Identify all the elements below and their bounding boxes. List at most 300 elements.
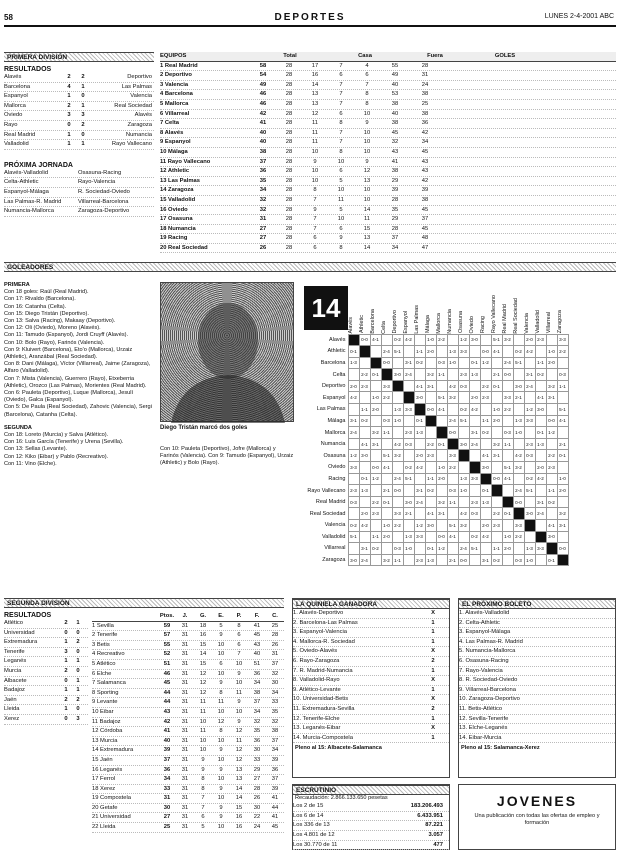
matrix-score-cell: 2-2 [447,462,458,474]
matrix-score-cell: 3-1 [535,496,546,508]
matrix-score-cell: 2-4 [469,438,480,450]
segunda-row-cell: 7 Salamanca [92,680,126,687]
standings-row-cell: 35 [391,206,399,213]
standings-row-cell: 9 [365,120,369,127]
segunda-row-cell: 31 [181,814,189,821]
matrix-score-cell [392,531,403,543]
standings-row-cell: 11 [311,120,319,127]
matrix-score-cell: 2-0 [425,346,436,358]
matrix-col-team: Real Sociedad [513,297,519,334]
matrix-score-cell [414,369,425,381]
matrix-row-team: Valencia [324,522,346,529]
matrix-score-cell: 2-2 [436,334,447,346]
segunda-row-cell: 44 [163,689,171,696]
segunda-result-row [4,667,88,677]
result-row-cell: 3 [67,112,71,119]
matrix-row-team: Athletic [327,348,346,355]
matrix-score-cell [392,462,403,474]
matrix-score-cell: 0-3 [403,438,414,450]
segunda-row-cell: 40 [163,737,171,744]
result-row-cell: Barcelona [4,83,31,90]
standings-row-cell: 11 [311,129,319,136]
matrix-score-cell: 1-0 [403,543,414,555]
matrix-score-cell: 2-2 [392,520,403,532]
matrix-score-cell: 3-3 [392,508,403,520]
segunda-row-cell: 26 [271,641,279,648]
standings-row-cell: 7 [313,196,317,203]
segunda-row-cell: 9 [219,804,223,811]
segunda-row-cell: 10 [235,708,243,715]
quiniela-row-cell: 13. Leganés-Eibar [293,725,341,732]
fixture-row-cell: Osasuna-Racing [78,169,122,176]
matrix-score-cell: 1-2 [524,404,535,416]
quiniela-row [293,657,449,667]
segunda-result-row-cell: Albacete [4,677,27,684]
standings-row-cell: 40 [259,129,267,136]
standings-row-cell: 16 [311,72,319,79]
standings-row-cell: 13 [363,235,371,242]
next-ticket-row [459,609,615,619]
matrix-score-cell: 0-0 [458,554,469,566]
quiniela-row-cell: 11. Extremadura-Sevilla [293,705,355,712]
quiniela-row [293,609,449,619]
matrix-score-cell: 1-2 [348,450,359,462]
matrix-score-cell [403,346,414,358]
result-row-cell: Oviedo [4,112,23,119]
matrix-self-cell [392,380,403,392]
matrix-score-cell: 2-0 [436,473,447,485]
segunda-header-cell: Ptos. [159,613,175,619]
segunda-result-row-cell: Extremadura [4,639,38,646]
fixture-row-cell: Las Palmas-R. Madrid [4,198,62,205]
matrix-score-cell: 0-2 [425,485,436,497]
segunda-row [92,756,284,766]
matrix-score-cell [502,554,513,566]
segunda-row-cell: 41 [163,728,171,735]
matrix-score-cell: 5-1 [447,520,458,532]
matrix-score-cell: 1-1 [392,554,403,566]
scorer-line: Con 13: Salva (Racing), Makaay (Deportivo). [4,318,116,325]
segunda-row-cell: 9 [219,814,223,821]
matrix-self-cell [436,427,447,439]
segunda-row-cell: 33 [253,756,261,763]
next-ticket-row-cell: 13. Elche-Leganés [459,725,508,732]
scorer-line: Con 7: Mista (Valencia), Guerrero (Rayo), Etxeberria (Athletic), Orozco (Las Palmas), Morientes (Real Madrid). [4,375,147,389]
segunda-header-cell [92,612,158,621]
matrix-score-cell: 3-0 [414,392,425,404]
matrix-score-cell [480,404,491,416]
header-rule [4,25,616,27]
matrix-score-cell: 1-2 [480,357,491,369]
matrix-row-team: Racing [328,475,346,482]
fixture-row-cell: Zaragoza-Deportivo [78,208,130,215]
matrix-score-cell [502,415,513,427]
matrix-score-cell: 0-3 [469,508,480,520]
standings-row-cell: 45 [391,129,399,136]
standings-row-cell: 7 Celta [160,120,180,127]
segunda-row-cell: 38 [253,689,261,696]
segunda-row-cell: 14 [199,651,207,658]
matrix-score-cell: 4-2 [403,334,414,346]
matrix-score-cell [535,380,546,392]
scorer-line: Con 16: Catanha (Celta). [4,303,67,310]
matrix-score-cell [370,415,381,427]
matrix-score-cell: 1-1 [436,369,447,381]
standings-rows [160,62,616,254]
result-row-cell: Real Madrid [4,131,36,138]
matrix-score-cell [392,427,403,439]
matrix-score-cell: 2-0 [557,485,568,497]
matrix-score-cell: 4-2 [414,462,425,474]
result-row-cell: 1 [67,131,71,138]
matrix-score-cell: 2-2 [546,450,557,462]
standings-row-cell: 13 [311,91,319,98]
matrix-score-cell [480,334,491,346]
segunda-row-cell: 31 [181,718,189,725]
matrix-score-cell [447,508,458,520]
next-ticket-row-cell: 10. Zaragoza-Deportivo [459,696,520,703]
segunda-row-cell: 43 [163,708,171,715]
standings-row-cell: 6 [339,225,343,232]
standings-row [160,110,616,120]
matrix-score-cell: 3-3 [458,346,469,358]
segunda-header-cell: E. [218,613,224,619]
matrix-score-cell [546,334,557,346]
segunda-row-cell: 40 [253,651,261,658]
matrix-score-cell: 4-2 [359,520,370,532]
segunda-row-cell: 6 [219,660,223,667]
segunda-header-cell: F. [254,613,260,619]
segunda-results-title: RESULTADOS [4,612,52,619]
segunda-result-row-cell: Jaén [4,696,17,703]
scorer-line: Con 5: De Paula (Real Sociedad), Zahovic (Valencia), Sergi (Barcelona), Catanha (Celta). [4,404,152,418]
segunda-result-row-cell: 1 [76,677,80,684]
segunda-row-cell: 31 [181,804,189,811]
matrix-score-cell: 0-2 [370,543,381,555]
standings-row-cell: 12 [311,110,319,117]
quiniela-row-cell: 12. Tenerife-Elche [293,715,340,722]
segunda-row-cell: 31 [181,737,189,744]
standings-row-cell: 2 Deportivo [160,72,192,79]
segunda-row [92,650,284,660]
matrix-score-cell: 1-3 [403,531,414,543]
matrix-score-cell [381,543,392,555]
segunda-row-cell: 11 [217,699,225,706]
segunda-row-cell: 15 [199,660,207,667]
segunda-row-cell: 11 [235,689,243,696]
matrix-score-cell: 0-1 [480,485,491,497]
segunda-result-row [4,657,88,667]
result-row-cell: 2 [67,74,71,80]
standings-row-cell: 6 [339,110,343,117]
matrix-score-cell: 1-0 [447,357,458,369]
segunda-row-cell: 13 [235,766,243,773]
result-row-cell: Alavés [134,112,152,119]
segunda-row-cell: 31 [181,699,189,706]
standings-row-cell: 35 [259,177,267,184]
segunda-row-cell: 30 [271,680,279,687]
standings-row-cell: 38 [391,168,399,175]
standings-row-cell: 10 [363,148,371,155]
segunda-row-cell: 6 [201,814,205,821]
fixture-row [4,169,154,179]
matrix-score-cell [535,415,546,427]
standings-row-cell: 38 [421,110,429,117]
standings-row-cell: 11 Rayo Vallecano [160,158,211,165]
segunda-row [92,775,284,785]
matrix-score-cell: 4-1 [502,473,513,485]
matrix-score-cell: 3-0 [480,462,491,474]
matrix-col-team: Deportivo [392,309,398,334]
matrix-score-cell: 0-0 [447,427,458,439]
next-ticket-row-cell: 6. Osasuna-Racing [459,657,509,664]
standings-row [160,100,616,110]
fixture-row [4,198,154,208]
segunda-result-row-cell: 2 [76,639,80,646]
quiniela-row [293,695,449,705]
segunda-result-row-cell: 0 [64,629,68,636]
matrix-col-team: Barcelona [370,308,376,334]
segunda-result-row-cell: Badajoz [4,687,25,694]
prize-row [293,802,449,812]
segunda-row-cell: 8 [219,689,223,696]
matrix-score-cell: 4-2 [480,531,491,543]
standings-row [160,206,616,216]
standings-row [160,177,616,187]
standings-row-cell: 15 Valladolid [160,196,196,203]
matrix-score-cell [535,346,546,358]
matrix-row-team: Las Palmas [316,406,346,413]
segunda-row-cell: 9 [219,680,223,687]
matrix-score-cell: 1-1 [480,415,491,427]
matrix-score-cell [480,438,491,450]
matrix-score-cell: 2-3 [524,438,535,450]
segunda-row-cell: 36 [253,670,261,677]
matrix-round: 14 [304,286,348,330]
matrix-score-cell: 4-2 [447,380,458,392]
matrix-score-cell: 1-1 [425,473,436,485]
standings-row-cell: 28 [285,177,293,184]
matrix-self-cell [546,543,557,555]
matrix-score-cell: 0-3 [458,380,469,392]
standings-row-cell: 32 [259,196,267,203]
matrix-score-cell [546,438,557,450]
standings-row-cell: 5 [339,177,343,184]
matrix-row-team: Mallorca [324,429,346,436]
matrix-score-cell: 0-0 [480,346,491,358]
matrix-score-cell: 2-2 [557,346,568,358]
matrix-score-cell: 2-4 [414,496,425,508]
matrix-score-cell [458,496,469,508]
standings-row-cell: 8 [339,148,343,155]
matrix-col-team: Racing [480,316,486,334]
fixture-row [4,207,154,217]
matrix-score-cell: 2-0 [414,450,425,462]
matrix-score-cell [348,543,359,555]
standings-row-cell: 17 [311,62,319,69]
result-row-cell: Rayo [4,121,18,128]
matrix-row-team: Villarreal [324,545,346,552]
quiniela-pleno: Pleno al 15: Albacete-Salamanca [295,745,382,752]
quiniela-row-cell: 1 [431,629,435,636]
segunda-result-row-cell: Universidad [4,629,35,636]
prize-row-cell: Los 6 de 14 [293,812,324,819]
standings-row-cell: 37 [391,235,399,242]
segunda-row-cell: 55 [163,641,171,648]
standings-row [160,158,616,168]
player-photo [160,282,294,422]
standings-row-cell: 58 [259,62,267,69]
standings-row-cell: 41 [259,120,267,127]
matrix-score-cell: 0-3 [392,543,403,555]
matrix-score-cell: 0-0 [425,404,436,416]
matrix-score-cell: 2-3 [491,520,502,532]
standings-row-cell: 54 [259,72,267,79]
matrix-score-cell: 1-3 [458,473,469,485]
matrix-score-cell [436,380,447,392]
matrix-score-cell: 0-1 [348,346,359,358]
standings-row-cell: 11 [337,196,345,203]
matrix-score-cell: 4-1 [557,415,568,427]
quiniela-row-cell: 1 [431,715,435,722]
fixture-row [4,178,154,188]
matrix-score-cell: 0-0 [546,415,557,427]
standings-row [160,71,616,81]
matrix-score-cell: 5-1 [403,473,414,485]
quiniela-row-cell: 1 [431,734,435,741]
matrix-score-cell: 1-2 [414,520,425,532]
matrix-score-cell: 0-1 [535,427,546,439]
segunda-result-row [4,638,88,648]
matrix-score-cell [557,462,568,474]
segunda-row [92,718,284,728]
matrix-score-cell: 5-1 [458,415,469,427]
prize-row-cell: 6.433.951 [417,812,443,819]
matrix-score-cell: 3-3 [502,392,513,404]
matrix-score-cell: 3-3 [513,520,524,532]
segunda-row-cell: 32 [253,718,261,725]
result-row-cell: 1 [81,83,85,90]
matrix-score-cell: 3-2 [436,496,447,508]
matrix-score-cell: 0-3 [348,496,359,508]
segunda-row-cell: 8 [201,776,205,783]
standings-row-cell: 11 [311,139,319,146]
standings-row-cell: 6 [313,244,317,251]
quiniela-row-cell: 8. Valladolid-Rayo [293,677,340,684]
standings-row-cell: 29 [391,177,399,184]
quiniela-row [293,667,449,677]
matrix-score-cell: 1-2 [458,334,469,346]
standings-row-cell: 6 [339,168,343,175]
segunda-result-row-cell: Atlético [4,620,24,626]
segunda-row-cell: 16 Leganés [92,766,123,773]
segunda-row-cell: 10 [199,747,207,754]
standings-row-cell: 8 Alavés [160,129,184,136]
segunda-row-cell: 13 Murcia [92,737,118,744]
segunda-row-cell: 15 [199,641,207,648]
quiniela-row-cell: 2 [431,657,435,664]
segunda-result-row-cell: 1 [76,687,80,694]
scorer-line: Con 8: Dani (Málaga), Víctor (Villarreal), Jaime (Zaragoza), Alfaro (Valladolid). [4,361,151,375]
matrix-score-cell: 4-2 [469,404,480,416]
standings-row-cell: 28 [285,139,293,146]
standings-header: EQUIPOS Total Casa Fuera GOLES [160,52,616,62]
segunda-row-cell: 31 [181,689,189,696]
matrix-score-cell [491,392,502,404]
matrix-score-cell [436,554,447,566]
standings-row-cell: 14 [311,81,319,88]
matrix-score-cell: 2-2 [381,392,392,404]
segunda-row [92,660,284,670]
matrix-col-team: Valencia [524,312,530,334]
matrix-score-cell: 1-1 [502,438,513,450]
matrix-score-cell [535,485,546,497]
segunda-result-row-cell: Leganés [4,658,27,665]
matrix-score-cell: 3-1 [524,369,535,381]
matrix-score-cell [370,380,381,392]
matrix-score-cell: 0-0 [359,334,370,346]
quiniela-box [292,598,450,778]
segunda-row-cell: 31 [181,641,189,648]
next-ticket-row-cell: 5. Numancia-Mallorca [459,648,516,655]
segunda-row-cell: 9 Levante [92,699,118,706]
matrix-score-cell: 3-0 [546,531,557,543]
segunda-row-cell: 28 [271,632,279,639]
segunda-row-cell: 32 [271,670,279,677]
segunda-row-cell: 9 [219,766,223,773]
standings-row-cell: 55 [391,62,399,69]
segunda-result-row-cell: 0 [76,706,80,713]
matrix-score-cell: 1-3 [392,404,403,416]
matrix-score-cell: 3-0 [348,554,359,566]
matrix-self-cell [348,334,359,346]
matrix-col-team: Espanyol [403,310,409,334]
next-ticket-row-cell: 9. Villarreal-Barcelona [459,686,516,693]
prize-row-cell: 3.057 [428,831,443,838]
segunda-row-cell: 11 Badajoz [92,718,121,725]
standings-row-cell: 37 [259,158,267,165]
quiniela-row-cell: 4. Mallorca-R. Sociedad [293,638,355,645]
segunda-row-cell: 34 [271,689,279,696]
standings-row [160,148,616,158]
matrix-score-cell: 2-3 [359,380,370,392]
matrix-score-cell: 4-1 [370,334,381,346]
second-scorer-line: Con 13: Sellas (Levante). [4,446,68,453]
primera-results-title: RESULTADOS [4,66,52,73]
matrix-self-cell [502,496,513,508]
matrix-score-cell [502,485,513,497]
scorer-line: Con 15: Diego Tristán (Deportivo). [4,310,89,317]
matrix-score-cell [403,520,414,532]
next-ticket-row-cell: 12. Sevilla-Tenerife [459,715,509,722]
segunda-row-cell: 12 [199,670,207,677]
matrix-score-cell: 2-3 [480,392,491,404]
standings-row-cell: 28 [285,158,293,165]
matrix-score-cell: 2-4 [392,473,403,485]
standings-row-cell: 16 Oviedo [160,206,188,213]
matrix-row-team: Rayo Vallecano [307,487,346,494]
matrix-score-cell: 3-1 [469,427,480,439]
standings-row-cell: 28 [285,235,293,242]
standings-row-cell: 43 [421,158,429,165]
matrix-score-cell [381,404,392,416]
matrix-col-team: Mallorca [436,312,442,334]
result-row-cell: 0 [81,131,85,138]
segunda-result-row-cell: 1 [64,687,68,694]
segunda-row-cell: 10 [217,737,225,744]
prize-row-cell: Los 2 de 15 [293,803,324,810]
segunda-result-row-cell: 2 [76,696,80,703]
